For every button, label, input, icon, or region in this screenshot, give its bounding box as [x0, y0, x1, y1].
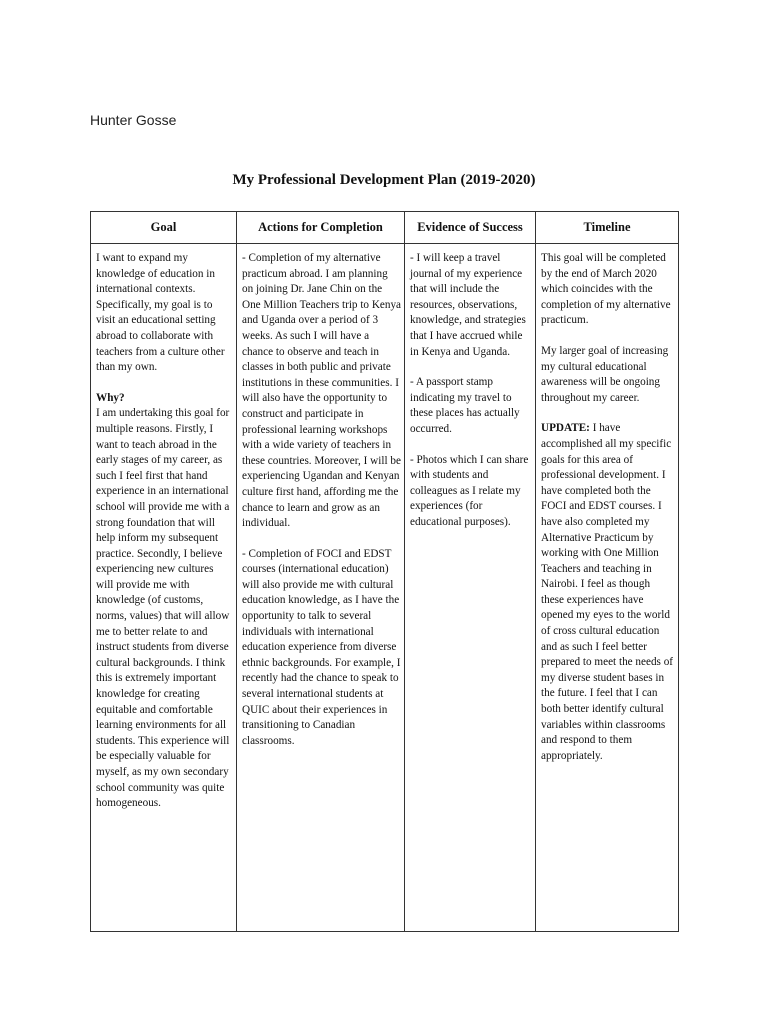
timeline-cell: [536, 244, 679, 932]
why-text: I am undertaking this goal for multiple reasons. Firstly, I want to teach abroad in the early stages of my career, as such I feel first that hand experience in an international school will provide me with a strong foundation that will help inform my subsequent practice. Secondly, I believe experiencing new cultures will provide me with knowledge (of customs, norms, values) that will allow me to better relate to and instruct students from diverse cultural backgrounds. I think this is extremely important knowledge for creating equitable and comfortable learning environments for all students. This experience will be especially valuable for myself, as my own secondary school community was quite homogeneous.: [96, 407, 230, 810]
evidence-item: - A passport stamp indicating my travel to these places has actually occurred.: [410, 376, 520, 435]
timeline-update: [541, 421, 675, 764]
action-item: - Completion of my alternative practicum abroad. I am planning on joining Dr. Jane Chin on the One Million Teachers trip to Kenya and Uganda over a period of 3 weeks. As such I will have a chance to observe and teach in classes in both public and private institutions in these communities. I will also have the opportunity to construct and participate in professional learning workshops with a wide variety of teachers in these countries. Moreover, I will be experiencing Ugandan and Kenyan culture first hand, affording me the chance to learn and grow as an individual.: [242, 252, 402, 530]
evidence-cell: [405, 244, 536, 932]
table-header-row: [91, 212, 679, 244]
header-goal: Goal: [91, 212, 237, 244]
table-row: [91, 244, 679, 932]
update-text: I have accomplished all my specific goals for this area of professional development. I have completed both the FOCI and EDST courses. I have also completed my Alternative Practicum by working with One Million Teachers and teaching in Nairobi. I feel as though these experiences have opened my eyes to the world of cross cultural education and as such I feel better prepared to meet the needs of my diverse student bases in the future. I feel that I can both better identify cultural variables within classrooms and respond to them appropriately.: [541, 422, 674, 762]
timeline-completion: This goal will be completed by the end of March 2020 which coincides with the completion of my alternative practicum.: [541, 252, 671, 327]
header-timeline: Timeline: [536, 212, 679, 244]
goal-cell: [91, 244, 237, 932]
development-plan-table: [90, 211, 679, 932]
timeline-ongoing: My larger goal of increasing my cultural educational awareness will be ongoing throughout my career.: [541, 344, 669, 404]
evidence-item: - I will keep a travel journal of my experience that will include the resources, observations, knowledge, and strategies that I have accrued while in Kenya and Uganda.: [410, 252, 526, 358]
update-label: UPDATE:: [541, 422, 590, 435]
goal-intro: I want to expand my knowledge of education in international contexts. Specifically, my goal is to visit an educational setting abroad to collaborate with teachers from a culture other than my own.: [96, 252, 225, 374]
why-heading: Why?: [96, 391, 125, 404]
header-actions: Actions for Completion: [237, 212, 405, 244]
evidence-item: - Photos which I can share with students and colleagues as I relate my experiences (for educational purposes).: [410, 453, 529, 528]
header-evidence: Evidence of Success: [405, 212, 536, 244]
document-title: My Professional Development Plan (2019-2020): [232, 172, 536, 188]
action-item: - Completion of FOCI and EDST courses (international education) will also provide me with cultural education knowledge, as I have the opportunity to talk to several individuals with international education experience from diverse ethnic backgrounds. For example, I recently had the chance to speak to several international students at QUIC about their experiences in transitioning to Canadian classrooms.: [242, 547, 401, 747]
author-name: Hunter Gosse: [90, 112, 177, 128]
actions-cell: [237, 244, 405, 932]
